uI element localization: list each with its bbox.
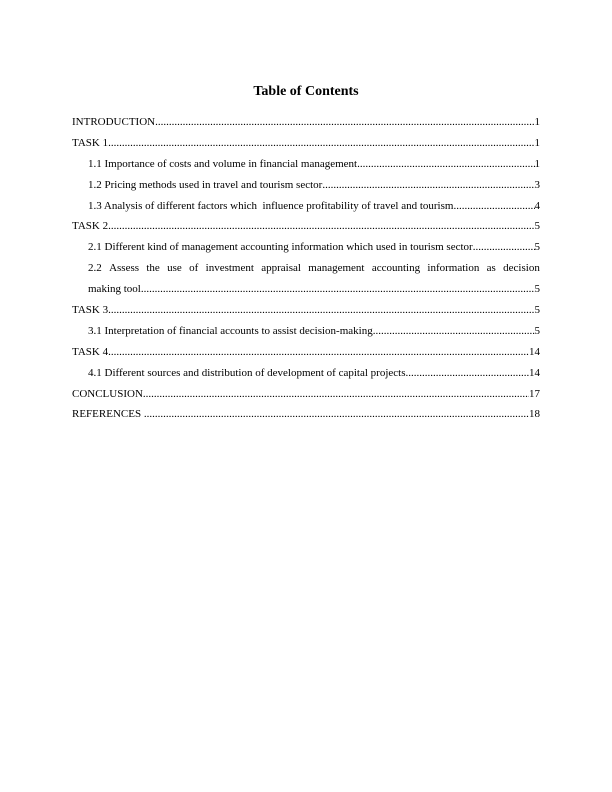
toc-entry-label: 1.3 Analysis of different factors which influence profitability of travel and tourism — [88, 199, 454, 212]
toc-entry-introduction[interactable] — [72, 112, 540, 133]
dot-leader — [357, 154, 534, 175]
toc-word: accounting — [371, 262, 421, 275]
toc-entry-label: CONCLUSION — [72, 387, 143, 400]
toc-entry-label: 3.1 Interpretation of financial accounts to assist decision-making — [88, 324, 373, 337]
toc-word: as — [486, 262, 496, 275]
toc-page-number: 5 — [534, 324, 540, 337]
toc-entry-label: TASK 2 — [72, 220, 109, 233]
toc-word: the — [146, 262, 160, 275]
toc-entry-conclusion[interactable] — [72, 384, 540, 405]
toc-page-number: 1 — [534, 136, 540, 149]
toc-entry-label: TASK 4 — [72, 345, 109, 358]
toc-entry-label: REFERENCES — [72, 408, 144, 421]
dot-leader — [143, 384, 529, 405]
toc-page-number: 5 — [534, 220, 540, 233]
dot-leader — [373, 321, 535, 342]
dot-leader — [144, 404, 529, 425]
toc-page-number: 17 — [529, 387, 540, 400]
toc-page-number: 4 — [534, 199, 540, 212]
dot-leader — [473, 237, 535, 258]
toc-entry-label-line1 — [88, 258, 540, 279]
toc-entry-4-1[interactable] — [72, 363, 540, 384]
toc-page-number: 14 — [529, 366, 540, 379]
dot-leader — [141, 279, 535, 300]
dot-leader — [322, 175, 534, 196]
toc-entry-1-3[interactable] — [72, 196, 540, 217]
dot-leader — [108, 342, 529, 363]
toc-word: appraisal — [261, 262, 301, 275]
toc-page-number: 3 — [534, 178, 540, 191]
toc-word: management — [308, 262, 365, 275]
toc-entry-label: 1.2 Pricing methods used in travel and tourism sector — [88, 178, 323, 191]
toc-entry-label: INTRODUCTION — [72, 116, 156, 128]
toc-title: Table of Contents — [253, 84, 359, 99]
toc-entry-references[interactable] — [72, 404, 540, 425]
toc-word: 2.2 — [88, 262, 102, 275]
toc-entry-task-1[interactable] — [72, 133, 540, 154]
toc-word: decision — [503, 262, 540, 275]
toc-word: Assess — [109, 262, 140, 275]
toc-entry-task-4[interactable] — [72, 342, 540, 363]
toc-entry-2-1[interactable] — [72, 237, 540, 258]
dot-leader — [155, 112, 534, 133]
toc-page-number: 14 — [529, 345, 540, 358]
toc-entry-label: 1.1 Importance of costs and volume in financial management — [88, 157, 358, 170]
toc-entry-task-2[interactable] — [72, 216, 540, 237]
toc-entry-3-1[interactable] — [72, 321, 540, 342]
dot-leader — [453, 196, 534, 217]
toc-entry-task-3[interactable] — [72, 300, 540, 321]
dot-leader — [406, 363, 530, 384]
toc-page-number: 18 — [529, 408, 540, 421]
toc-entry-2-2[interactable] — [72, 258, 540, 300]
dot-leader — [108, 216, 534, 237]
toc-page-number: 5 — [534, 304, 540, 317]
table-of-contents — [72, 112, 540, 425]
dot-leader — [108, 133, 534, 154]
toc-entry-label: TASK 3 — [72, 304, 109, 317]
toc-word: of — [189, 262, 199, 275]
toc-entry-label-line2 — [88, 279, 540, 300]
toc-entry-1-1[interactable] — [72, 154, 540, 175]
toc-entry-label: TASK 1 — [72, 136, 109, 149]
toc-page-number: 5 — [534, 241, 540, 254]
toc-page-number: 1 — [534, 157, 540, 170]
toc-entry-label: 4.1 Different sources and distribution of development of capital projects — [88, 366, 406, 379]
dot-leader — [108, 300, 534, 321]
toc-word: use — [167, 262, 182, 275]
toc-page-number: 5 — [534, 283, 540, 296]
toc-page-number: 1 — [534, 116, 540, 128]
toc-entry-1-2[interactable] — [72, 175, 540, 196]
toc-entry-label: 2.1 Different kind of management accounting information which used in tourism sector — [88, 241, 473, 254]
toc-entry-label: making tool — [88, 283, 141, 296]
toc-word: information — [427, 262, 480, 275]
toc-word: investment — [205, 262, 254, 275]
